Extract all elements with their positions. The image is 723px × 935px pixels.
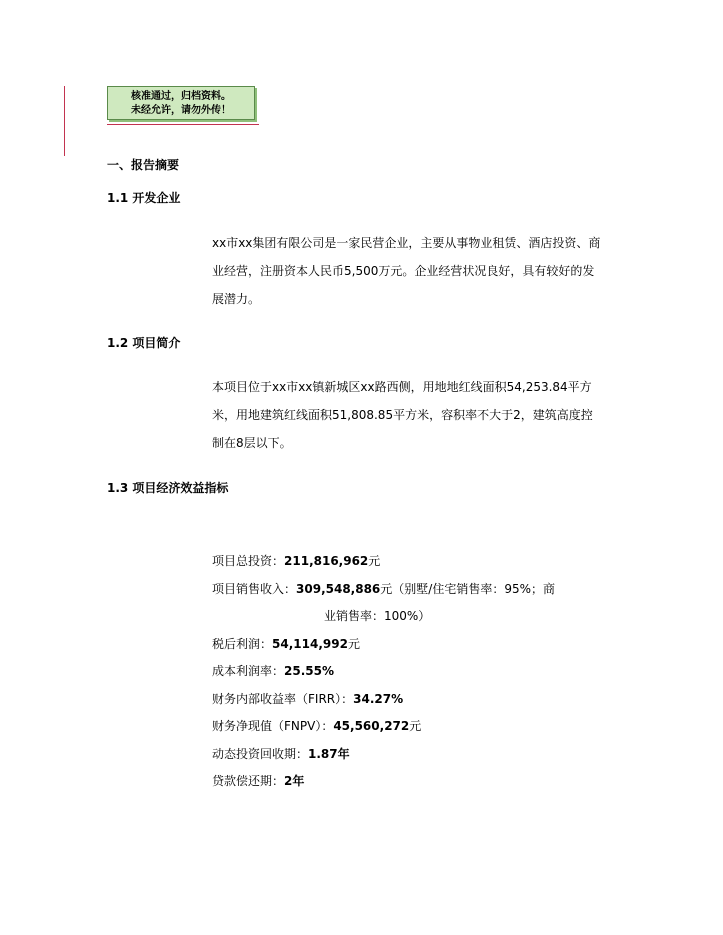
margin-marker-line (64, 86, 65, 156)
metric-loan-repayment (212, 773, 304, 789)
metric-value: 54,114,992 (272, 637, 348, 651)
metric-fnpv (212, 718, 421, 734)
metric-after-tax-profit (212, 636, 360, 652)
metric-value: 211,816,962 (284, 554, 369, 568)
metric-label: 贷款偿还期： (212, 774, 285, 788)
section-1-1-heading: 1.1 开发企业 (107, 191, 181, 205)
metric-cost-profit-rate (212, 663, 334, 679)
section-1-3-heading: 1.3 项目经济效益指标 (107, 481, 229, 495)
metric-label: 财务内部收益率（FIRR）： (212, 692, 354, 706)
metric-value: 2年 (284, 774, 305, 788)
summary-heading: 一、报告摘要 (107, 158, 180, 172)
section-1-2-heading: 1.2 项目简介 (107, 336, 181, 350)
metric-value: 25.55% (284, 664, 334, 678)
metric-value: 45,560,272 (333, 719, 410, 733)
metric-sales-income (212, 581, 555, 597)
stamp-underline (107, 124, 259, 125)
metric-unit: 元 (347, 637, 360, 651)
metric-unit: 元 (368, 554, 381, 568)
metric-firr (212, 691, 403, 707)
approval-stamp (107, 86, 255, 120)
metric-payback-period (212, 746, 350, 762)
metric-total-investment (212, 553, 380, 569)
metric-label: 成本利润率： (212, 664, 285, 678)
metric-sales-income-continued: 业销售率：100%） (324, 609, 431, 623)
metric-label: 财务净现值（FNPV）： (212, 719, 334, 733)
stamp-line-1: 核准通过，归档资料。 (131, 91, 231, 102)
metric-label: 项目销售收入： (212, 582, 297, 596)
metric-value: 309,548,886 (296, 582, 381, 596)
metric-value: 34.27% (353, 692, 404, 706)
stamp-line-2: 未经允许，请勿外传！ (131, 105, 231, 116)
metric-label: 税后利润： (212, 637, 273, 651)
metric-note: 元（别墅/住宅销售率：95%；商 (380, 582, 555, 596)
section-1-2-paragraph: 本项目位于xx市xx镇新城区xx路西侧，用地地红线面积54,253.84平方米，用地建筑红线面积51,808.85平方米，容积率不大于2，建筑高度控制在8层以下。 (212, 380, 593, 450)
metric-unit: 元 (409, 719, 422, 733)
section-1-1-paragraph: xx市xx集团有限公司是一家民营企业，主要从事物业租赁、酒店投资、商业经营，注册资本人民币5,500万元。企业经营状况良好，具有较好的发展潜力。 (212, 236, 601, 306)
metric-label: 动态投资回收期： (212, 747, 309, 761)
metric-value: 1.87年 (308, 747, 350, 761)
metric-label: 项目总投资： (212, 554, 285, 568)
